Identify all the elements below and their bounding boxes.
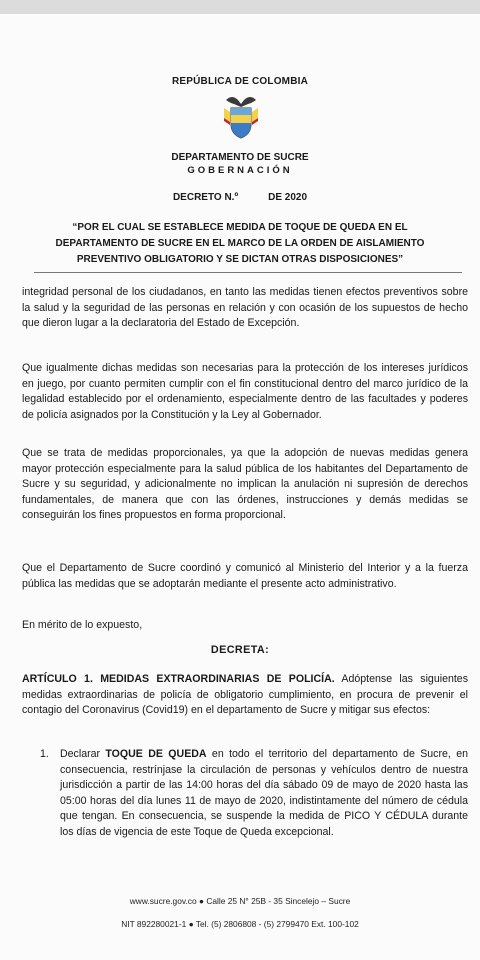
- toque-de-queda-emphasis: TOQUE DE QUEDA: [105, 748, 207, 760]
- list-item-number: 1.: [40, 748, 49, 760]
- governorate-heading: GOBERNACIÓN: [187, 165, 293, 176]
- decree-year: DE 2020: [268, 192, 308, 203]
- article-1-heading: ARTÍCULO 1. MEDIDAS EXTRAORDINARIAS DE POLICÍA.: [22, 673, 335, 685]
- colombia-coat-of-arms-icon: [222, 94, 260, 140]
- republic-heading: REPÚBLICA DE COLOMBIA: [171, 76, 309, 87]
- list-item: [40, 747, 468, 841]
- article-1-text: Adóptense las siguientes medidas extraordinarias de policía de obligatorio cumplimiento, en procura de prevenir el contagio del Coronavirus (Covid19) en el departamento de Sucre y mitigar sus efectos:: [22, 673, 468, 717]
- list-item-text-post: en todo el territorio del departamento de Sucre, en consecuencia, restrínjase la circulación de personas y vehículos dentro de nuestra jurisdicción a partir de las 14:00 horas del día sábado 09 de mayo de 2020 hasta las 05:00 horas del día lunes 11 de mayo de 2020, indistintamente del número de cédula que tengan. En consecuencia, se suspende la medida de PICO Y CÉDULA durante los días de vigencia de este Toque de Queda excepcional.: [60, 748, 468, 838]
- decreta-heading: DECRETA:: [210, 644, 270, 656]
- title-divider: [34, 272, 462, 273]
- paragraph-merito: En mérito de lo expuesto,: [22, 619, 143, 631]
- screen-top-bar: [0, 0, 480, 14]
- department-heading: DEPARTAMENTO DE SUCRE: [171, 152, 309, 163]
- paragraph-coordinacion: Que el Departamento de Sucre coordinó y comunicó al Ministerio del Interior y a la fuerza pública las medidas que se adoptarán mediante el presente acto administrativo.: [22, 562, 468, 590]
- footer-address: www.sucre.gov.co ● Calle 25 N° 25B - 35 Sincelejo – Sucre: [129, 896, 351, 906]
- paragraph-integridad: integridad personal de los ciudadanos, en tanto las medidas tienen efectos preventivos sobre la salud y la seguridad de las personas en relación y con ocasión de los supuestos de hecho que dieron lugar a la declaratoria del Estado de Excepción.: [22, 286, 468, 330]
- decree-title: “POR EL CUAL SE ESTABLECE MEDIDA DE TOQUE DE QUEDA EN EL DEPARTAMENTO DE SUCRE EN EL MARCO DE LA ORDEN DE AISLAMIENTO PREVENTIVO OBLIGATORIO Y SE DICTAN OTRAS DISPOSICIONES”: [55, 222, 425, 265]
- list-item-text-pre: Declarar: [60, 748, 106, 760]
- footer-contact: NIT 892280021-1 ● Tel. (5) 2806808 - (5) 2799470 Ext. 100-102: [121, 919, 359, 929]
- paragraph-proteccion: Que igualmente dichas medidas son necesarias para la protección de los intereses jurídicos en juego, por cuanto permiten cumplir con el fin constitucional dentro del marco jurídico de la legalidad establecido por el ordenamiento, especialmente dentro de las facultades y poderes de policía asignados por la Constitución y la Ley al Gobernador.: [22, 362, 468, 421]
- list-item-text: [60, 747, 468, 841]
- paragraph-proporcionales: Que se trata de medidas proporcionales, ya que la adopción de nuevas medidas genera mayor protección especialmente para la salud pública de los habitantes del Departamento de Sucre y su seguridad, y adicionalmente no implican la anulación ni supresión de derechos fundamentales, de manera que con las órdenes, instrucciones y demás medidas se conseguirán los fines propuestos en forma proporcional.: [22, 447, 468, 522]
- document-page: [0, 14, 480, 960]
- article-1: [22, 672, 468, 719]
- decree-number-line: [0, 192, 480, 203]
- decree-label: DECRETO N.º: [172, 192, 239, 203]
